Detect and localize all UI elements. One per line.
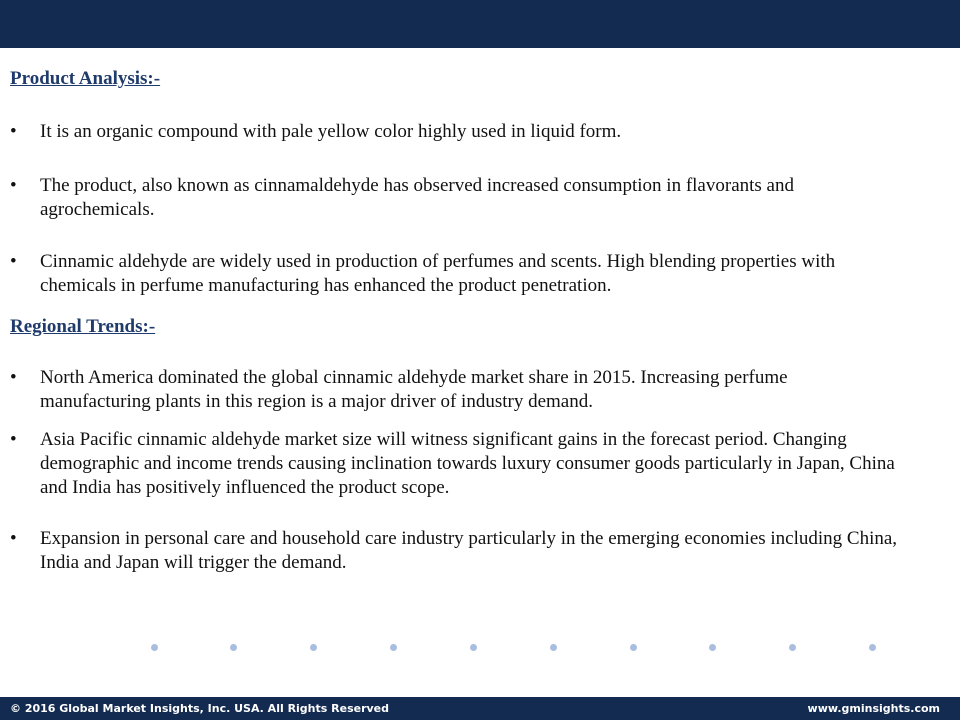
website-link[interactable]: www.gminsights.com (807, 702, 940, 715)
section-heading-product-analysis: Product Analysis:- (10, 68, 161, 89)
decorative-dot (550, 644, 557, 651)
product-analysis-bullets (10, 120, 910, 298)
bullet-text: Expansion in personal care and household care industry particularly in the emerging economies including China, India and Japan will trigger the demand. (40, 528, 898, 573)
bullet-item (10, 428, 900, 500)
decorative-dot (230, 644, 237, 651)
decorative-dot (310, 644, 317, 651)
section-heading-regional-trends: Regional Trends:- (10, 316, 156, 337)
bullet-text: It is an organic compound with pale yellow color highly used in liquid form. (40, 121, 622, 142)
bullet-text: Cinnamic aldehyde are widely used in production of perfumes and scents. High blending properties with chemicals in perfume manufacturing has enhanced the product penetration. (40, 251, 836, 296)
bullet-item (10, 366, 900, 414)
bullet-item (10, 120, 900, 144)
bullet-text: North America dominated the global cinnamic aldehyde market share in 2015. Increasing perfume manufacturing plants in this region is a major driver of industry demand. (40, 367, 788, 412)
header-bar (0, 0, 960, 48)
slide-content (10, 66, 910, 575)
footer-bar (0, 697, 960, 720)
bullet-glyph: • (10, 429, 17, 450)
bullet-glyph: • (10, 528, 17, 549)
decorative-dot (789, 644, 796, 651)
decorative-dots (0, 644, 960, 656)
bullet-item (10, 174, 900, 222)
copyright-text: © 2016 Global Market Insights, Inc. USA. All Rights Reserved (10, 702, 390, 715)
decorative-dot (470, 644, 477, 651)
decorative-dot (869, 644, 876, 651)
decorative-dot (390, 644, 397, 651)
bullet-glyph: • (10, 121, 17, 142)
regional-trends-bullets (10, 366, 910, 575)
bullet-glyph: • (10, 367, 17, 388)
decorative-dot (151, 644, 158, 651)
bullet-item (10, 527, 900, 575)
decorative-dot (709, 644, 716, 651)
bullet-glyph: • (10, 175, 17, 196)
bullet-text: Asia Pacific cinnamic aldehyde market size will witness significant gains in the forecast period. Changing demographic and income trends causing inclination towards luxury consumer goods particularly in Japan, China and India has positively influenced the product scope. (40, 429, 895, 498)
bullet-glyph: • (10, 251, 17, 272)
bullet-text: The product, also known as cinnamaldehyde has observed increased consumption in flavorants and agrochemicals. (40, 175, 794, 220)
decorative-dot (630, 644, 637, 651)
bullet-item (10, 250, 900, 298)
